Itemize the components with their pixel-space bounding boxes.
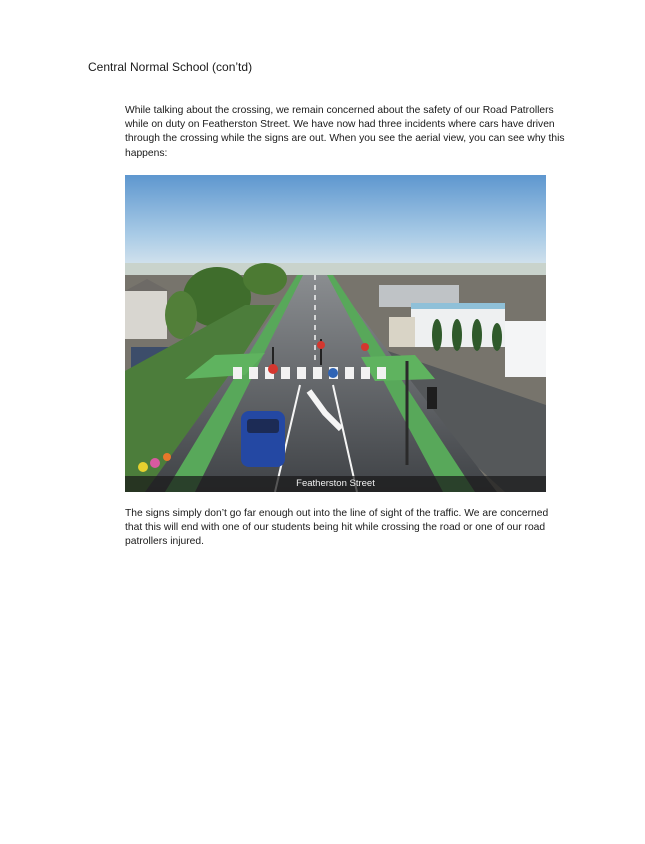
cypress-tree-4: [492, 323, 502, 351]
concern-paragraph: The signs simply don’t go far enough out into the line of sight of the traffic. We are concerned that this will end with one of our students being hit while crossing the road or one of our road patrollers injured.: [125, 508, 549, 548]
right-shop: [505, 321, 546, 377]
cypress-tree-3: [472, 319, 482, 351]
left-tree-small: [165, 291, 197, 339]
photo-caption: Featherston Street: [296, 478, 375, 489]
bollard-yellow: [138, 462, 148, 472]
cypress-tree-2: [452, 319, 462, 351]
left-tree-far: [243, 263, 287, 295]
aerial-street-photo: [125, 175, 546, 492]
bollard-orange: [163, 453, 171, 461]
sky: [125, 175, 546, 275]
intro-paragraph: While talking about the crossing, we remain concerned about the safety of our Road Patrollers while on duty on Featherston Street. We have now had three incidents where cars have driven through the crossing while the signs are out. When you see the aerial view, you can see why this happens:: [125, 105, 565, 159]
aerial-street-illustration: [125, 175, 546, 492]
cypress-tree-1: [432, 319, 442, 351]
left-house: [125, 291, 167, 339]
bollard-pink: [150, 458, 160, 468]
page-header-title: Central Normal School (con’td): [88, 60, 253, 74]
right-small-building: [389, 317, 415, 347]
road-sign-box: [427, 387, 437, 409]
blue-car-windscreen: [247, 419, 279, 433]
right-building-trim: [411, 303, 505, 309]
